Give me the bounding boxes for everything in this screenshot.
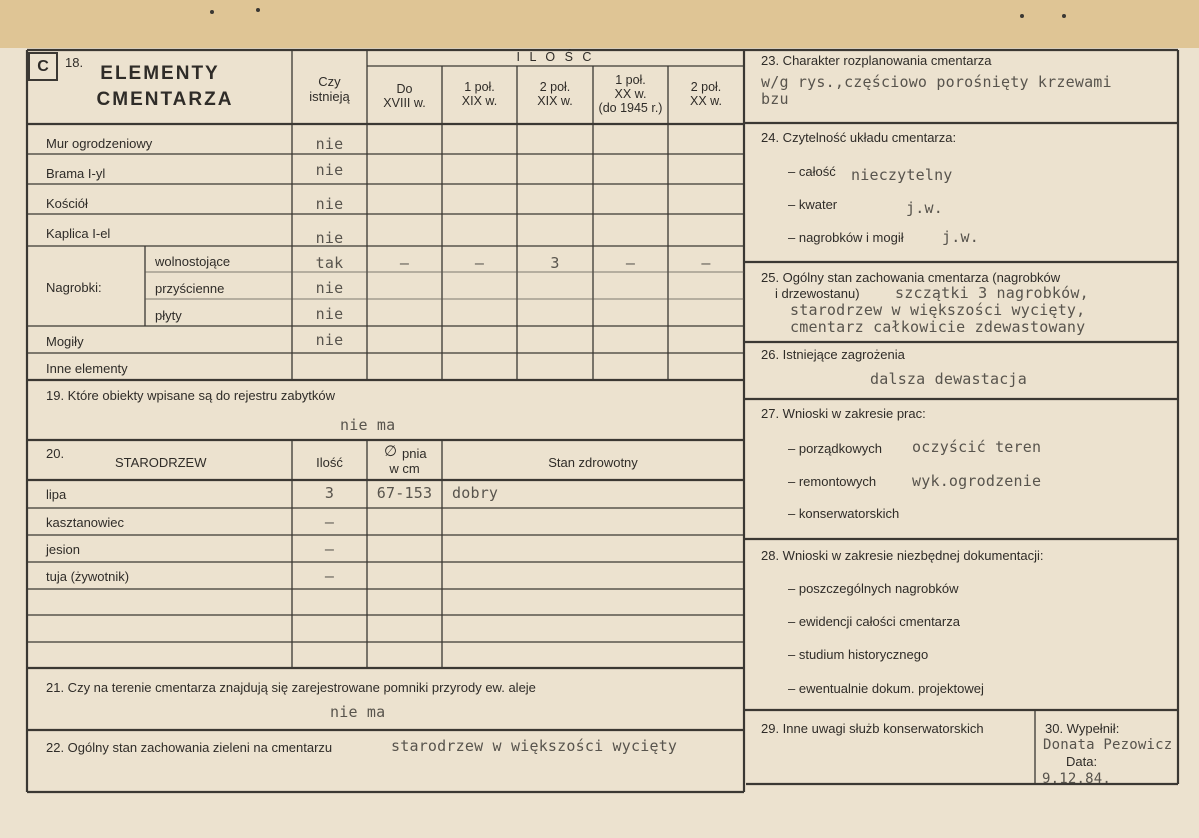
- s20-col-stan: Stan zdrowotny: [548, 455, 638, 470]
- s27-porzadkowych-label: – porządkowych: [788, 441, 882, 456]
- s27-label: 27. Wnioski w zakresie prac:: [761, 406, 926, 421]
- tree-name-4: tuja (żywotnik): [46, 569, 130, 584]
- s27-porzadkowych-value: oczyścić teren: [912, 438, 1042, 456]
- s26-label: 26. Istniejące zagrożenia: [761, 347, 905, 362]
- s25-label-line2: i drzewostanu): [775, 286, 860, 301]
- period-header-3-l1: 2 poł.: [539, 80, 571, 94]
- s21-value: nie ma: [330, 703, 386, 721]
- s21-label: 21. Czy na terenie cmentarza znajdują się zarejestrowane pomniki przyrody ew. aleje: [46, 680, 536, 695]
- nagrobki-wolnostojace-label: wolnostojące: [155, 254, 231, 269]
- nagrobki-wolnostojace-value: tak: [315, 254, 344, 272]
- period-header-2-l2: XIX w.: [461, 94, 498, 108]
- tree-ilosc-3: –: [324, 540, 335, 558]
- s27-remontowych-label: – remontowych: [788, 474, 877, 489]
- row-value-kosciol: nie: [315, 195, 344, 213]
- s29-label: 29. Inne uwagi służb konserwatorskich: [761, 721, 984, 736]
- s24-kwater-label: – kwater: [788, 197, 838, 212]
- tree-name-3: jesion: [46, 542, 80, 557]
- row-value-brama: nie: [315, 161, 344, 179]
- s27-konserwatorskich-label: – konserwatorskich: [788, 506, 900, 521]
- staple-hole: [1020, 14, 1024, 18]
- s30-date: 9.12.84.: [1042, 771, 1112, 787]
- s18-title-line2: CMENTARZA: [96, 89, 234, 110]
- period-header-5-l1: 2 poł.: [690, 80, 722, 94]
- tree-ilosc-2: –: [324, 513, 335, 531]
- tree-name-1: lipa: [46, 487, 67, 502]
- s22-label: 22. Ogólny stan zachowania zieleni na cmentarzu: [46, 740, 333, 755]
- s20-col-pnia-l1: pnia: [402, 446, 427, 461]
- nagrobki-count-2: –: [474, 254, 485, 272]
- s28-item-1: – poszczególnych nagrobków: [788, 581, 959, 596]
- s30-label: 30. Wypełnił:: [1045, 721, 1120, 736]
- s28-label: 28. Wnioski w zakresie niezbędnej dokumentacji:: [761, 548, 1044, 563]
- s25-value-line3: cmentarz całkowicie zdewastowany: [790, 318, 1086, 336]
- period-header-1-l1: Do: [396, 82, 413, 96]
- s18-number: 18.: [65, 55, 84, 70]
- s23-label: 23. Charakter rozplanowania cmentarza: [761, 53, 992, 68]
- czy-header-line1: Czy: [318, 74, 341, 89]
- period-header-2-l1: 1 poł.: [464, 80, 495, 94]
- row-value-mur: nie: [315, 135, 344, 153]
- row-value-kaplica: nie: [315, 229, 344, 247]
- s24-kwater-value: j.w.: [906, 199, 943, 217]
- s24-nagrobkow-value: j.w.: [942, 228, 979, 246]
- row-label-mur: Mur ogrodzeniowy: [46, 136, 153, 151]
- row-label-brama: Brama I-yl: [46, 166, 106, 181]
- period-header-1-l2: XVIII w.: [383, 96, 426, 110]
- s19-label: 19. Które obiekty wpisane są do rejestru zabytków: [46, 388, 336, 403]
- s26-value: dalsza dewastacja: [870, 370, 1027, 388]
- nagrobki-count-5: –: [701, 254, 711, 272]
- staple-hole: [1062, 14, 1066, 18]
- s24-label: 24. Czytelność układu cmentarza:: [761, 130, 957, 145]
- period-header-4-l1: 1 poł.: [615, 73, 646, 87]
- s20-col-ilosc: Ilość: [316, 455, 343, 470]
- form-code-box: C: [28, 52, 58, 81]
- s22-value: starodrzew w większości wycięty: [391, 737, 678, 755]
- s30-date-label: Data:: [1066, 754, 1098, 769]
- tree-stan-1: dobry: [452, 484, 499, 502]
- nagrobki-plyty-label: płyty: [155, 308, 182, 323]
- s18-title-line1: ELEMENTY: [100, 63, 220, 84]
- s20-title: STARODRZEW: [115, 455, 207, 470]
- mogily-label: Mogiły: [46, 334, 84, 349]
- s24-nagrobkow-label: – nagrobków i mogił: [788, 230, 904, 245]
- diameter-icon: ∅: [384, 443, 398, 460]
- period-header-3-l2: XIX w.: [537, 94, 573, 108]
- nagrobki-przyscienne-label: przyścienne: [155, 281, 225, 296]
- nagrobki-count-4: –: [625, 254, 636, 272]
- s24-calosc-value: nieczytelny: [851, 166, 953, 184]
- inne-elementy-label: Inne elementy: [46, 361, 128, 376]
- nagrobki-count-3: 3: [550, 254, 560, 272]
- s23-value-line1: w/g rys.,częściowo porośnięty krzewami: [761, 73, 1112, 91]
- period-header-5-l2: XX w.: [690, 94, 722, 108]
- s25-value-line1: szczątki 3 nagrobków,: [895, 284, 1089, 302]
- staple-hole: [210, 10, 214, 14]
- s28-item-3: – studium historycznego: [788, 647, 929, 662]
- s23-value-line2: bzu: [761, 90, 789, 108]
- tree-ilosc-1: 3: [324, 484, 335, 502]
- s24-calosc-label: – całość: [788, 164, 836, 179]
- s20-col-pnia-l2: w cm: [389, 461, 420, 476]
- s25-label-line1: 25. Ogólny stan zachowania cmentarza (nagrobków: [761, 270, 1061, 285]
- s28-item-4: – ewentualnie dokum. projektowej: [788, 681, 984, 696]
- s30-name: Donata Pezowicz: [1043, 737, 1173, 753]
- s20-number: 20.: [46, 446, 65, 461]
- tree-pnia-1: 67-153: [376, 484, 433, 502]
- tree-ilosc-4: –: [324, 567, 335, 585]
- period-header-4-l2: XX w.: [614, 87, 647, 101]
- nagrobki-plyty-value: nie: [315, 305, 344, 323]
- staple-hole: [256, 8, 260, 12]
- nagrobki-przyscienne-value: nie: [315, 279, 344, 297]
- nagrobki-count-1: –: [399, 254, 410, 272]
- s19-value: nie ma: [340, 416, 396, 434]
- s28-item-2: – ewidencji całości cmentarza: [788, 614, 960, 629]
- row-label-kosciol: Kościół: [46, 196, 88, 211]
- row-label-kaplica: Kaplica I-el: [46, 226, 111, 241]
- mogily-value: nie: [315, 331, 344, 349]
- s25-value-line2: starodrzew w większości wycięty,: [790, 301, 1086, 319]
- nagrobki-label: Nagrobki:: [46, 280, 102, 295]
- ilosc-header: I L O Ś C: [516, 50, 595, 64]
- period-header-4-l3: (do 1945 r.): [598, 101, 663, 115]
- czy-header-line2: istnieją: [309, 89, 350, 104]
- tree-name-2: kasztanowiec: [46, 515, 125, 530]
- s27-remontowych-value: wyk.ogrodzenie: [912, 472, 1042, 490]
